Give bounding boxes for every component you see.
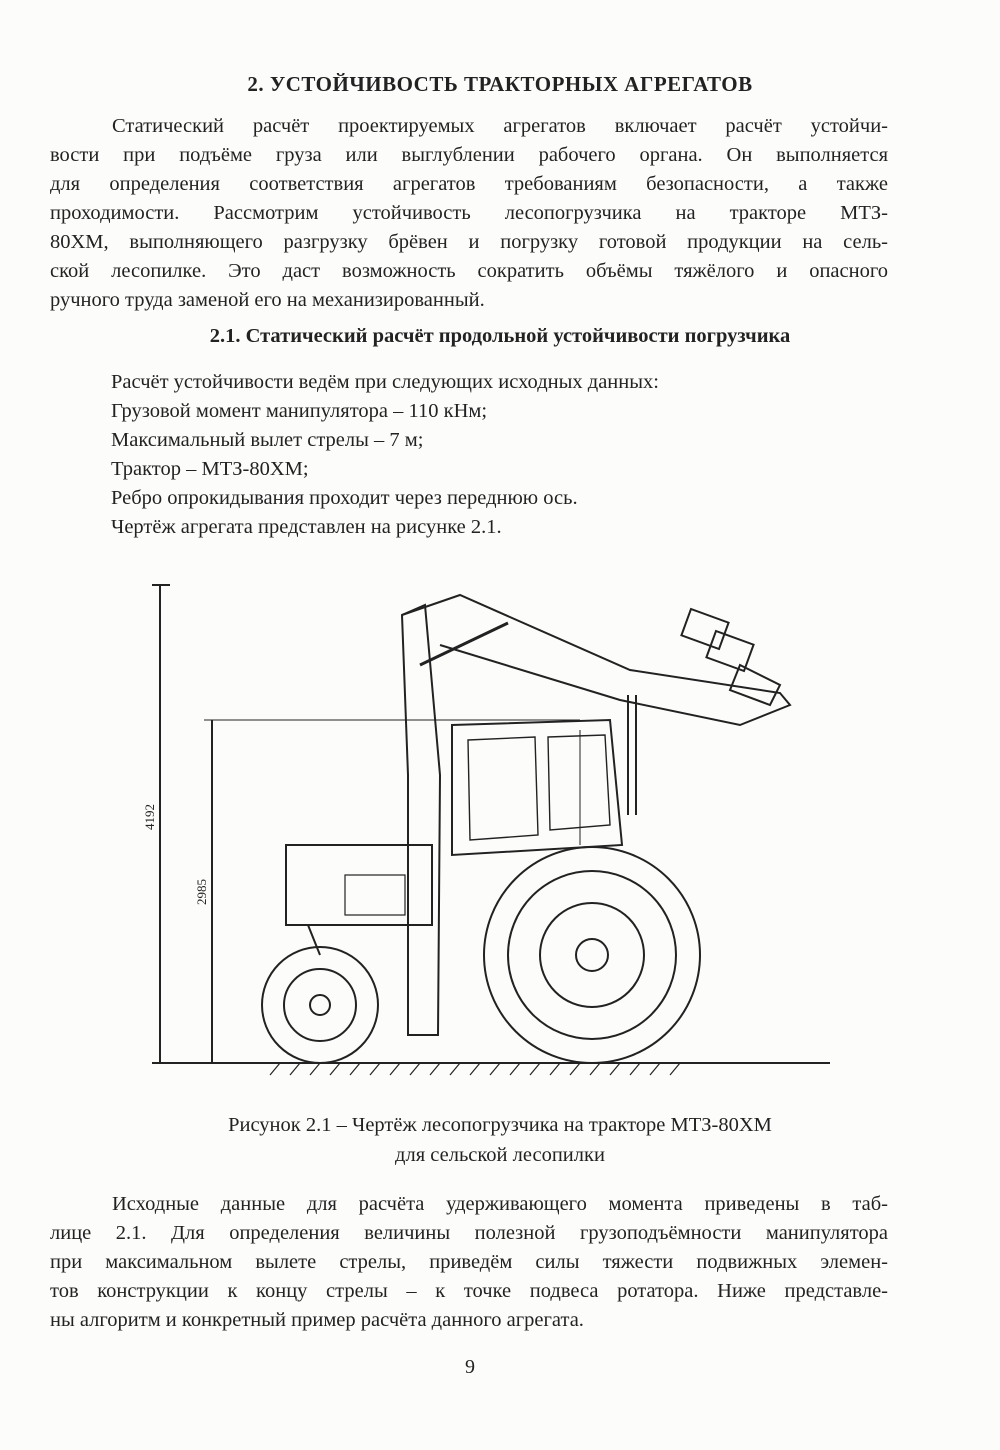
ground-line [160,1063,830,1075]
loader-boom [402,595,790,1035]
text-line: Исходные данные для расчёта удерживающего момента приведены в таб- [112,1193,888,1215]
text-line: ручного труда заменой его на механизированный. [50,289,485,311]
intro-paragraph [50,112,888,315]
list-item: Трактор – МТЗ-80ХМ; [111,458,309,480]
text-line: 80ХМ, выполняющего разгрузку брёвен и погрузку готовой продукции на сель- [50,231,888,253]
dimension-total-height [142,585,170,1063]
dimension-cab-height [194,720,580,1063]
caption-line: для сельской лесопилки [395,1144,605,1166]
list-item: Расчёт устойчивости ведём при следующих исходных данных: [111,371,659,393]
front-wheel [262,947,378,1063]
list-item: Максимальный вылет стрелы – 7 м; [111,429,424,451]
text-line: Статический расчёт проектируемых агрегатов включает расчёт устойчи- [112,115,888,137]
tractor-hood [286,845,432,955]
tractor-cab [452,720,622,855]
text-line: тов конструкции к концу стрелы – к точке подвеса ротатора. Ниже представле- [50,1280,888,1302]
text-line: для определения соответствия агрегатов требованиям безопасности, а также [50,173,888,195]
loader-tractor-drawing [140,575,840,1095]
outro-paragraph [50,1190,888,1335]
dimension-cab-label: 2985 [194,879,209,905]
caption-line: Рисунок 2.1 – Чертёж лесопогрузчика на тракторе МТЗ-80ХМ [228,1114,772,1136]
list-item: Грузовой момент манипулятора – 110 кНм; [111,400,488,422]
text-line: лице 2.1. Для определения величины полезной грузоподъёмности манипулятора [50,1222,888,1244]
list-item: Чертёж агрегата представлен на рисунке 2.1. [111,516,502,538]
input-data-list [111,368,659,542]
dimension-total-label: 4192 [142,804,157,830]
text-line: ской лесопилке. Это даст возможность сократить объёмы тяжёлого и опасного [50,260,888,282]
text-line: при максимальном вылете стрелы, приведём силы тяжести подвижных элемен- [50,1251,888,1273]
figure-caption [0,1110,1000,1170]
text-line: вости при подъёме груза или выглублении рабочего органа. Он выполняется [50,144,888,166]
text-line: ны алгоритм и конкретный пример расчёта данного агрегата. [50,1309,584,1331]
page-number: 9 [465,1356,475,1378]
rear-wheel [484,847,700,1063]
section-heading: 2. УСТОЙЧИВОСТЬ ТРАКТОРНЫХ АГРЕГАТОВ [247,72,753,96]
text-line: проходимости. Рассмотрим устойчивость лесопогрузчика на тракторе МТЗ- [50,202,888,224]
list-item: Ребро опрокидывания проходит через переднюю ось. [111,487,578,509]
subsection-heading: 2.1. Статический расчёт продольной устойчивости погрузчика [209,325,791,347]
